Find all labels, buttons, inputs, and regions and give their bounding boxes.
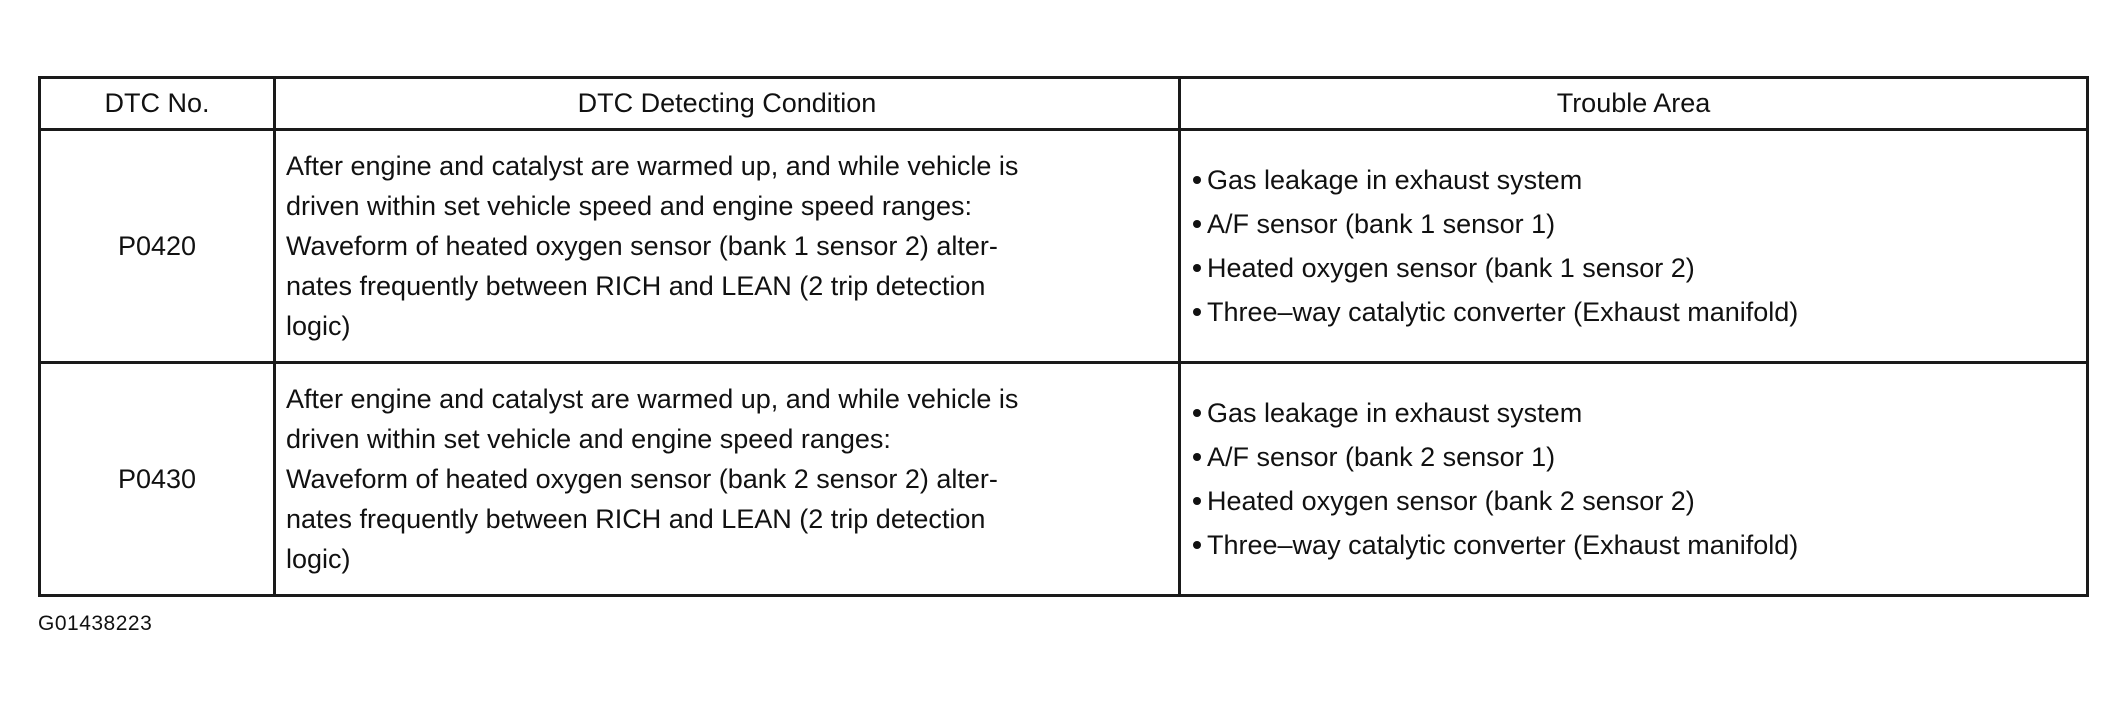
bullet-icon	[1193, 497, 1201, 505]
trouble-area-list	[1193, 391, 2076, 567]
bullet-icon	[1193, 541, 1201, 549]
bullet-icon	[1193, 308, 1201, 316]
header-dtc-no: DTC No.	[40, 78, 275, 130]
detecting-condition	[275, 363, 1180, 596]
figure-id: G01438223	[38, 612, 153, 635]
bullet-icon	[1193, 453, 1201, 461]
list-item	[1193, 523, 2076, 567]
condition-line: driven within set vehicle and engine speed ranges:	[286, 424, 891, 454]
dtc-table	[38, 76, 2089, 597]
header-trouble-area: Trouble Area	[1180, 78, 2088, 130]
list-item	[1193, 202, 2076, 246]
trouble-area-text: Gas leakage in exhaust system	[1207, 398, 1583, 428]
bullet-icon	[1193, 409, 1201, 417]
condition-line: nates frequently between RICH and LEAN (2 trip detection	[286, 504, 986, 534]
trouble-area-text: Three–way catalytic converter (Exhaust manifold)	[1207, 297, 1799, 327]
trouble-area	[1180, 130, 2088, 363]
bullet-icon	[1193, 264, 1201, 272]
condition-line: logic)	[286, 311, 351, 341]
detecting-condition	[275, 130, 1180, 363]
condition-line: logic)	[286, 544, 351, 574]
header-row	[40, 78, 2088, 130]
condition-line: driven within set vehicle speed and engine speed ranges:	[286, 191, 972, 221]
trouble-area-text: Heated oxygen sensor (bank 1 sensor 2)	[1207, 253, 1695, 283]
list-item	[1193, 246, 2076, 290]
dtc-code: P0420	[40, 130, 275, 363]
list-item	[1193, 479, 2076, 523]
trouble-area	[1180, 363, 2088, 596]
condition-line: Waveform of heated oxygen sensor (bank 1 sensor 2) alter-	[286, 231, 998, 261]
condition-line: After engine and catalyst are warmed up, and while vehicle is	[286, 384, 1019, 414]
list-item	[1193, 435, 2076, 479]
list-item	[1193, 158, 2076, 202]
condition-line: After engine and catalyst are warmed up, and while vehicle is	[286, 151, 1019, 181]
header-condition: DTC Detecting Condition	[275, 78, 1180, 130]
list-item	[1193, 290, 2076, 334]
table-header	[40, 78, 2088, 130]
trouble-area-list	[1193, 158, 2076, 334]
trouble-area-text: A/F sensor (bank 1 sensor 1)	[1207, 209, 1556, 239]
list-item	[1193, 391, 2076, 435]
condition-line: nates frequently between RICH and LEAN (2 trip detection	[286, 271, 986, 301]
condition-line: Waveform of heated oxygen sensor (bank 2 sensor 2) alter-	[286, 464, 998, 494]
bullet-icon	[1193, 220, 1201, 228]
table-row	[40, 130, 2088, 363]
dtc-code: P0430	[40, 363, 275, 596]
trouble-area-text: A/F sensor (bank 2 sensor 1)	[1207, 442, 1556, 472]
trouble-area-text: Gas leakage in exhaust system	[1207, 165, 1583, 195]
trouble-area-text: Three–way catalytic converter (Exhaust manifold)	[1207, 530, 1799, 560]
trouble-area-text: Heated oxygen sensor (bank 2 sensor 2)	[1207, 486, 1695, 516]
table-row	[40, 363, 2088, 596]
bullet-icon	[1193, 176, 1201, 184]
